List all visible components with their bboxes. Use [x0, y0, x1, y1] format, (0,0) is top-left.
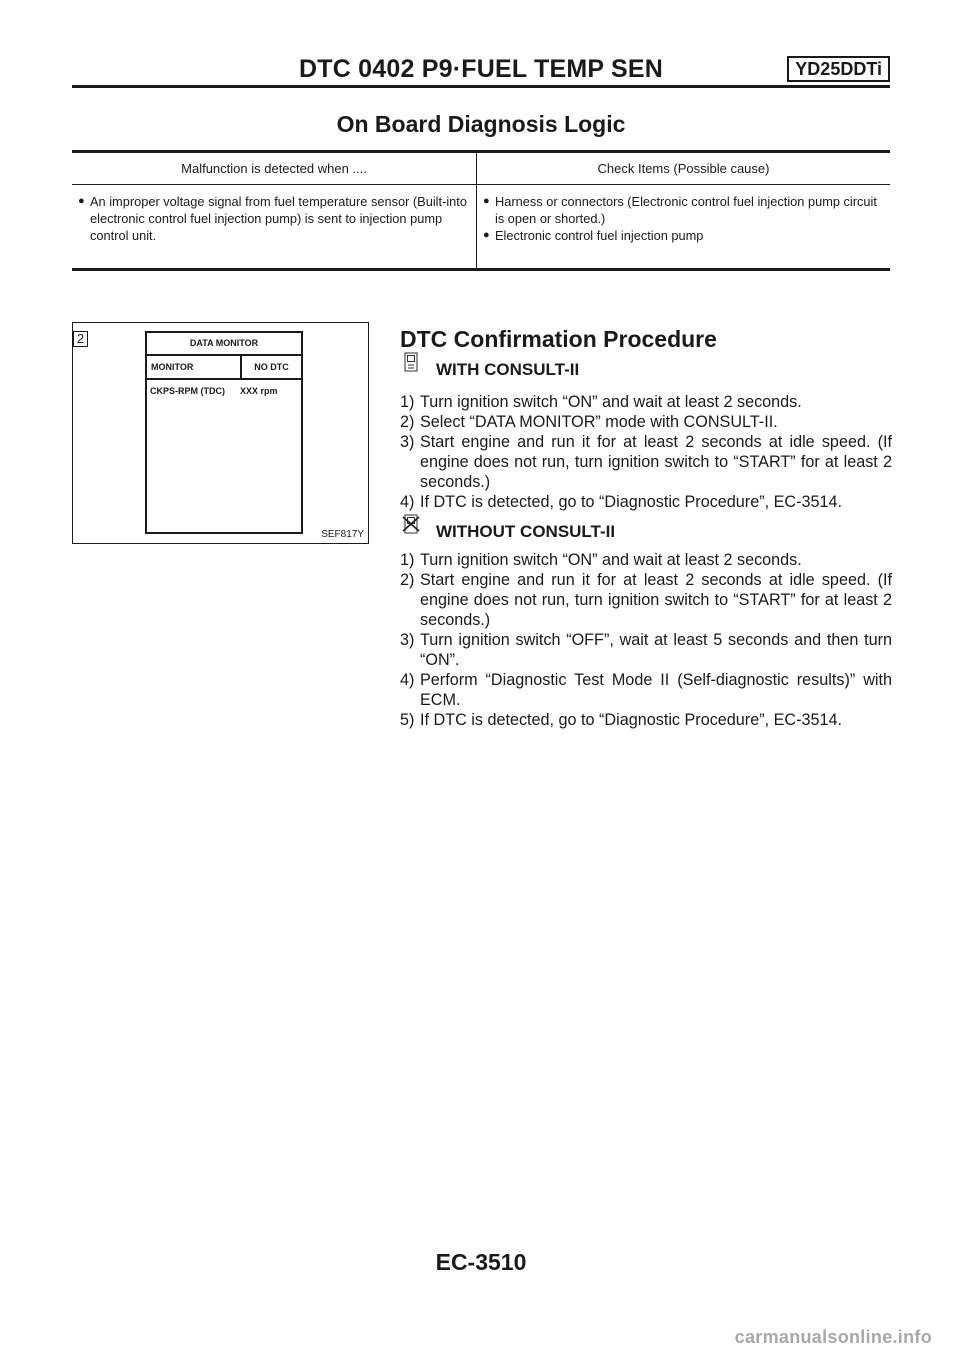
step-number: 3)	[400, 433, 415, 451]
check-items-cell	[476, 185, 890, 268]
list-item	[400, 492, 892, 512]
bullet-icon: ●	[483, 229, 490, 241]
table-row	[72, 185, 890, 268]
step-text: Turn ignition switch “ON” and wait at least 2 seconds.	[420, 393, 802, 411]
check-item-text: Harness or connectors (Electronic control fuel injection pump circuit is open or shorted.)	[495, 194, 877, 226]
screen-item-row	[147, 380, 301, 396]
list-item	[400, 630, 892, 670]
watermark: carmanualsonline.info	[734, 1327, 932, 1347]
step-number: 4)	[400, 671, 415, 689]
table-header-check-items: Check Items (Possible cause)	[476, 153, 890, 184]
step-text: Start engine and run it for at least 2 seconds at idle speed. (If engine does not run, turn ignition switch to “START” for at least 2 seconds.)	[420, 433, 892, 491]
with-consult-title	[400, 360, 579, 380]
table-bottom-rule	[72, 268, 890, 271]
list-item	[400, 570, 892, 630]
consult-screen	[145, 331, 303, 534]
page-header-title: DTC 0402 P9·FUEL TEMP SEN	[299, 55, 663, 83]
step-text: If DTC is detected, go to “Diagnostic Procedure”, EC-3514.	[420, 711, 842, 729]
without-consult-steps	[400, 550, 892, 730]
list-item	[400, 710, 892, 730]
screen-title: DATA MONITOR	[147, 333, 301, 356]
no-consult-icon	[400, 514, 422, 534]
list-item	[483, 193, 884, 227]
step-text: Start engine and run it for at least 2 seconds at idle speed. (If engine does not run, turn ignition switch to “START” for at least 2 seconds.)	[420, 571, 892, 629]
step-number: 5)	[400, 711, 415, 729]
bullet-icon: ●	[483, 195, 490, 207]
step-number: 1)	[400, 551, 415, 569]
list-item	[400, 550, 892, 570]
page-number: EC-3510	[435, 1249, 527, 1275]
step-text: Turn ignition switch “OFF”, wait at least 5 seconds and then turn “ON”.	[420, 631, 892, 669]
step-text: Turn ignition switch “ON” and wait at least 2 seconds.	[420, 551, 802, 569]
bullet-icon: ●	[78, 195, 85, 207]
list-item	[400, 392, 892, 412]
obd-heading: On Board Diagnosis Logic	[336, 111, 626, 137]
step-number: 1)	[400, 393, 415, 411]
table-header-malfunction: Malfunction is detected when ....	[181, 161, 367, 176]
figure-code: SEF817Y	[321, 529, 364, 540]
header-rule	[72, 85, 890, 88]
step-number: 2)	[400, 413, 415, 431]
screen-item-value: XXX rpm	[240, 386, 278, 396]
list-item	[400, 412, 892, 432]
consult-icon	[400, 352, 422, 372]
step-number: 4)	[400, 493, 415, 511]
list-item	[400, 670, 892, 710]
malfunction-cell	[72, 185, 476, 268]
screen-col-monitor: MONITOR	[151, 362, 194, 372]
page-header	[72, 55, 890, 83]
table-header-row	[72, 153, 890, 185]
list-item	[78, 193, 470, 244]
screen-col-status: NO DTC	[240, 356, 301, 378]
without-consult-label: WITHOUT CONSULT-II	[436, 522, 616, 541]
data-monitor-figure	[72, 322, 369, 544]
figure-number: 2	[73, 331, 88, 347]
step-text: Select “DATA MONITOR” mode with CONSULT-II.	[420, 413, 778, 431]
step-number: 2)	[400, 571, 415, 589]
screen-header-row	[147, 356, 301, 380]
list-item	[483, 227, 884, 244]
list-item	[400, 432, 892, 492]
malfunction-text: An improper voltage signal from fuel temperature sensor (Built-into electronic control fuel injection pump) is sent to injection pump control unit.	[90, 194, 467, 243]
with-consult-label: WITH CONSULT-II	[436, 360, 580, 379]
obd-table	[72, 150, 890, 271]
dtc-heading: DTC Confirmation Procedure	[400, 326, 717, 352]
check-item-text: Electronic control fuel injection pump	[495, 228, 704, 243]
step-number: 3)	[400, 631, 415, 649]
without-consult-title	[400, 522, 615, 542]
step-text: Perform “Diagnostic Test Mode II (Self-diagnostic results)” with ECM.	[420, 671, 892, 709]
screen-item-name: CKPS-RPM (TDC)	[150, 386, 225, 396]
with-consult-steps	[400, 392, 892, 512]
step-text: If DTC is detected, go to “Diagnostic Procedure”, EC-3514.	[420, 493, 842, 511]
engine-code-badge: YD25DDTi	[787, 56, 890, 82]
